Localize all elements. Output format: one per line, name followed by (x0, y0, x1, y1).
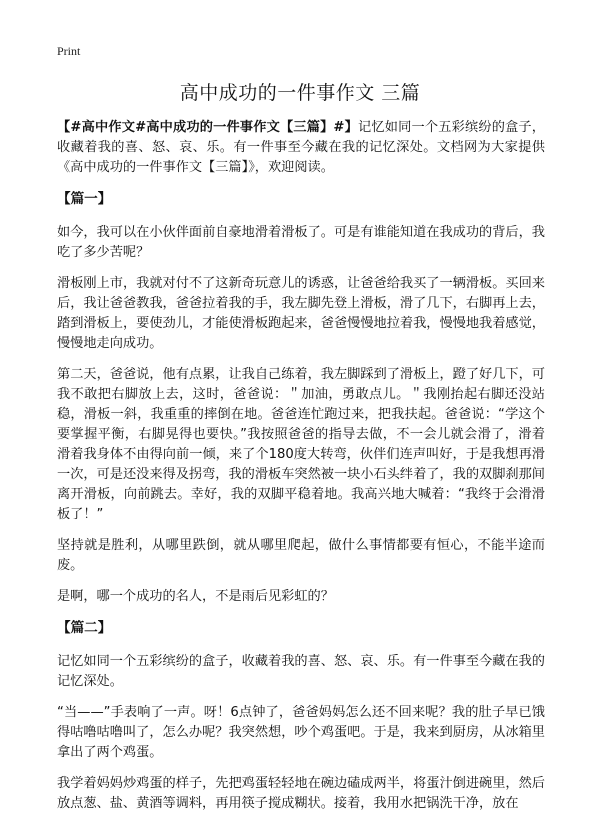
section-2-heading: 【篇二】 (57, 620, 112, 636)
section-1-paragraph: 是啊，哪一个成功的名人，不是雨后见彩虹的？ (57, 589, 334, 604)
article-body (57, 118, 545, 825)
section-1-paragraph: 坚持就是胜利，从哪里跌倒，就从哪里爬起，做什么事情都要有恒心，不能半途而废。 (57, 538, 545, 573)
section-1-heading: 【篇一】 (57, 191, 112, 207)
intro-text: 记忆如同一个五彩缤纷的盒子，收藏着我的喜、怒、哀、乐。有一件事至今藏在我的记忆深处。文档网为大家提供《高中成功的一件事作文【三篇】》，欢迎阅读。 (57, 120, 545, 175)
section-1-paragraph: 第二天，爸爸说，他有点累，让我自己练着，我左脚踩到了滑板上，蹬了好几下，可我不敢把右脚放上去，这时，爸爸说：＂加油，勇敢点儿。＂我刚抬起右脚还没站稳，滑板一斜，我重重的摔倒在地。爸爸连忙跑过来，把我扶起。爸爸说：“学这个要掌握平衡，右脚晃得也要快。”我按照爸爸的指导去做，不一会儿就会滑了，滑着滑着我身体不由得向前一倾，来了个180度大转弯，伙伴们连声叫好，于是我想再滑一次，可是还没来得及拐弯，我的滑板车突然被一块小石头绊着了，我的双脚刹那间离开滑板，向前跳去。幸好，我的双脚平稳着地。我高兴地大喊着：“我终于会滑滑板了！” (57, 367, 545, 522)
print-label: Print (57, 44, 81, 58)
section-1-paragraph: 滑板刚上市，我就对付不了这新奇玩意儿的诱惑，让爸爸给我买了一辆滑板。买回来后，我让爸爸教我，爸爸拉着我的手，我左脚先登上滑板，滑了几下，右脚再上去，踏到滑板上，要使劲儿，才能使滑板跑起来，爸爸慢慢地拉着我，慢慢地我着感觉，慢慢地走向成功。 (57, 276, 545, 351)
section-2-paragraph: 记忆如同一个五彩缤纷的盒子，收藏着我的喜、怒、哀、乐。有一件事至今藏在我的记忆深处。 (57, 654, 545, 689)
section-2-paragraph: 我学着妈妈炒鸡蛋的样子，先把鸡蛋轻轻地在碗边磕成两半，将蛋汁倒进碗里，然后放点葱、盐、黄酒等调料，再用筷子搅成糊状。接着，我用水把锅洗干净，放在 (57, 776, 545, 811)
section-1-paragraph: 如今，我可以在小伙伴面前自豪地滑着滑板了。可是有谁能知道在我成功的背后，我吃了多少苦呢？ (57, 225, 545, 260)
page-title: 高中成功的一件事作文 三篇 (179, 82, 421, 104)
section-2-paragraph: “当——”手表响了一声。呀！6点钟了，爸爸妈妈怎么还不回来呢？我的肚子早已饿得咕噜咕噜叫了，怎么办呢？我突然想，吵个鸡蛋吧。于是，我来到厨房，从冰箱里拿出了两个鸡蛋。 (57, 705, 545, 760)
intro-paragraph (57, 118, 545, 178)
intro-tag: 【#高中作文#高中成功的一件事作文【三篇】#】 (57, 120, 359, 135)
